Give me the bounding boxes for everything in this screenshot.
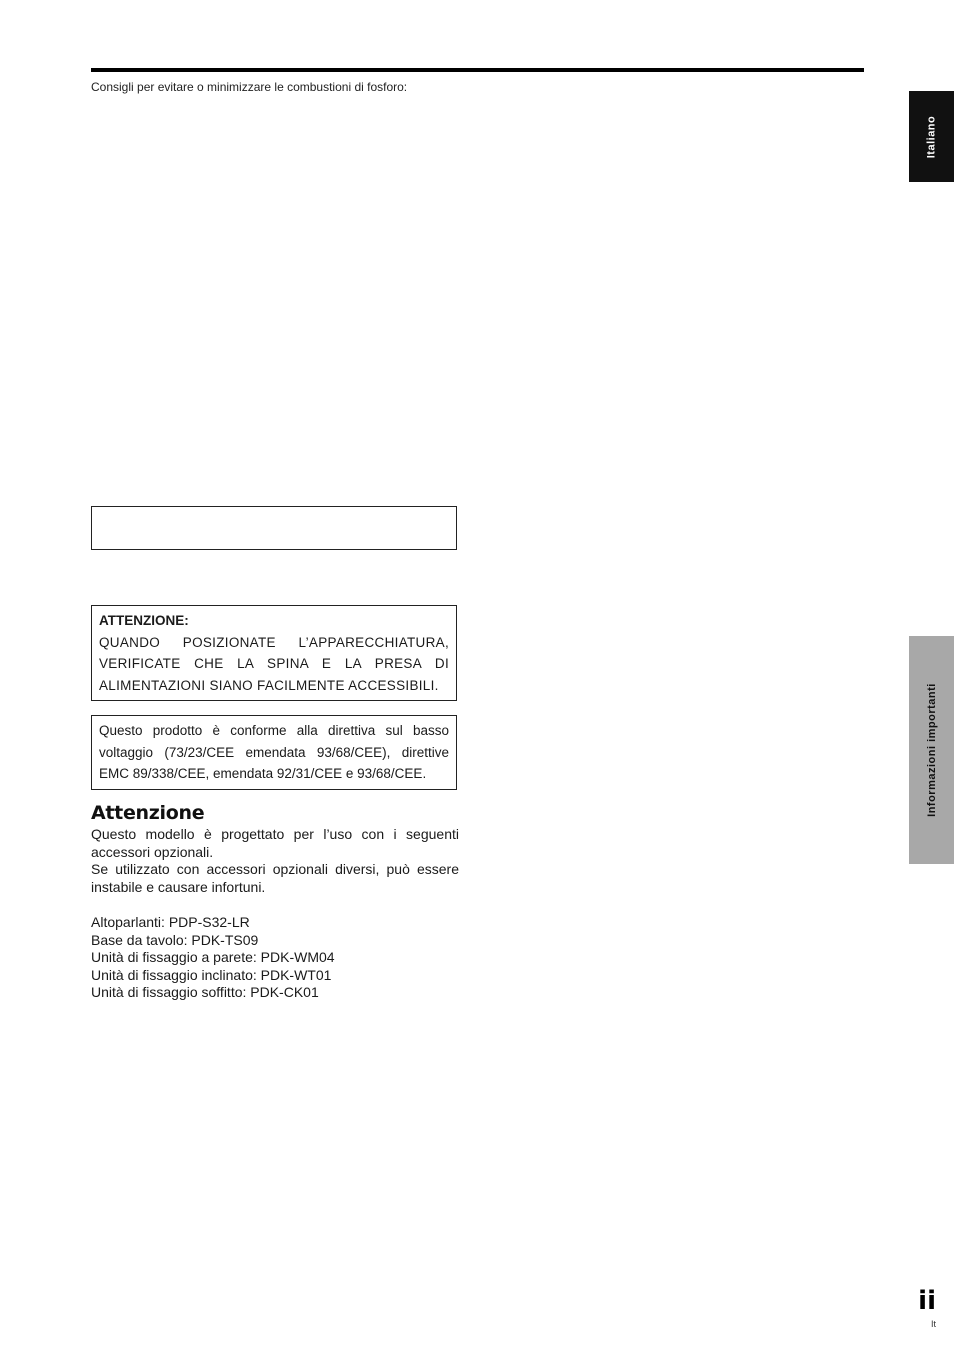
language-tab-label: Italiano bbox=[925, 115, 938, 158]
caution-paragraph-2: Se utilizzato con accessori opzionali diversi, può essere instabile e causare infortuni. bbox=[91, 861, 459, 895]
section-tab-label: Informazioni importanti bbox=[925, 683, 938, 817]
warning-title: ATTENZIONE: bbox=[99, 613, 189, 628]
list-item: Altoparlanti: PDP-S32-LR bbox=[91, 914, 250, 930]
caution-heading: Attenzione bbox=[91, 802, 205, 824]
intro-text: Consigli per evitare o minimizzare le combustioni di fosforo: bbox=[91, 80, 408, 94]
language-tab bbox=[909, 91, 954, 182]
list-item: Unità di fissaggio soffitto: PDK-CK01 bbox=[91, 984, 319, 1001]
accessory-list bbox=[91, 914, 335, 1002]
list-item: Unità di fissaggio a parete: PDK-WM04 bbox=[91, 949, 335, 966]
list-item: Base da tavolo: PDK-TS09 bbox=[91, 931, 259, 948]
list-item: Unità di fissaggio inclinato: PDK-WT01 bbox=[91, 966, 332, 983]
page-number: ii bbox=[918, 1286, 936, 1316]
conformity-box bbox=[91, 715, 457, 790]
caution-paragraph-1: Questo modello è progettato per l’uso con i seguenti accessori opzionali. bbox=[91, 826, 459, 860]
empty-frame bbox=[91, 506, 457, 550]
conformity-text: Questo prodotto è conforme alla direttiva sul basso voltaggio (73/23/CEE emendata 93/68/CEE), direttive EMC 89/338/CEE, emendata 92/31/CEE e 93/68/CEE. bbox=[99, 723, 449, 782]
warning-body: QUANDO POSIZIONATE L’APPARECCHIATURA, VERIFICATE CHE LA SPINA E LA PRESA DI ALIMENTAZIONI SIANO FACILMENTE ACCESSIBILI. bbox=[99, 634, 449, 694]
page-language-code: It bbox=[930, 1319, 936, 1329]
section-tab bbox=[909, 636, 954, 864]
warning-box bbox=[91, 605, 457, 701]
top-rule bbox=[91, 68, 864, 72]
